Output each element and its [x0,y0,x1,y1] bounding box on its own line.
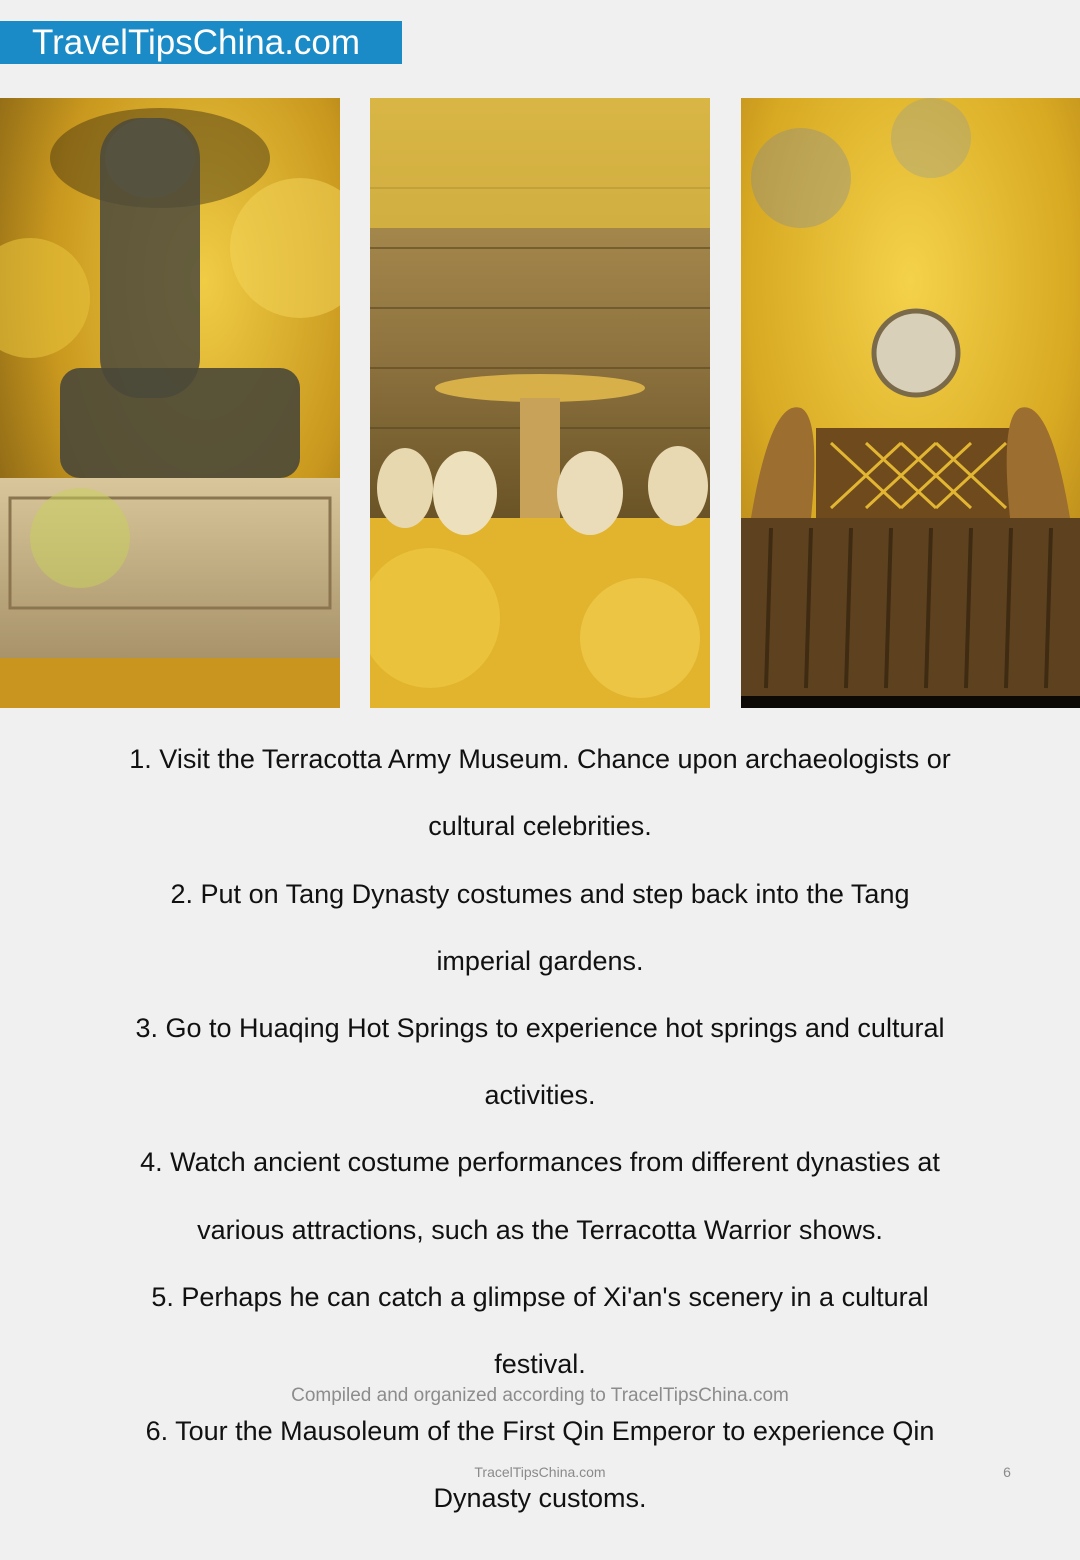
page-number: 6 [1003,1464,1011,1480]
tip-6-line-2: Dynasty customs. [433,1483,647,1513]
tip-3-line-2: activities. [484,1080,596,1110]
tip-4-line-2: various attractions, such as the Terracotta Warrior shows. [197,1215,883,1245]
site-brand-banner: TravelTipsChina.com [0,21,402,64]
stone-table-photo [370,98,710,708]
tip-5-line-2: festival. [494,1349,586,1379]
tip-6-line-1: 6. Tour the Mausoleum of the First Qin Emperor to experience Qin [145,1416,935,1446]
tip-1-line-1: 1. Visit the Terracotta Army Museum. Chance upon archaeologists or [129,744,951,774]
tip-2-line-2: imperial gardens. [436,946,644,976]
tip-3-line-1: 3. Go to Huaqing Hot Springs to experience hot springs and cultural [135,1013,945,1043]
tip-2-line-1: 2. Put on Tang Dynasty costumes and step back into the Tang [170,879,910,909]
tip-4-line-1: 4. Watch ancient costume performances from different dynasties at [140,1147,940,1177]
footer-site-name: TracelTipsChina.com [474,1464,606,1480]
tip-5-line-1: 5. Perhaps he can catch a glimpse of Xi'an's scenery in a cultural [151,1282,929,1312]
watermark-text: Compiled and organized according to TracelTipsChina.com [291,1385,789,1406]
buddha-statue-photo [0,98,340,708]
tip-1-line-2: cultural celebrities. [428,811,652,841]
ornamental-roof-photo [741,98,1080,708]
